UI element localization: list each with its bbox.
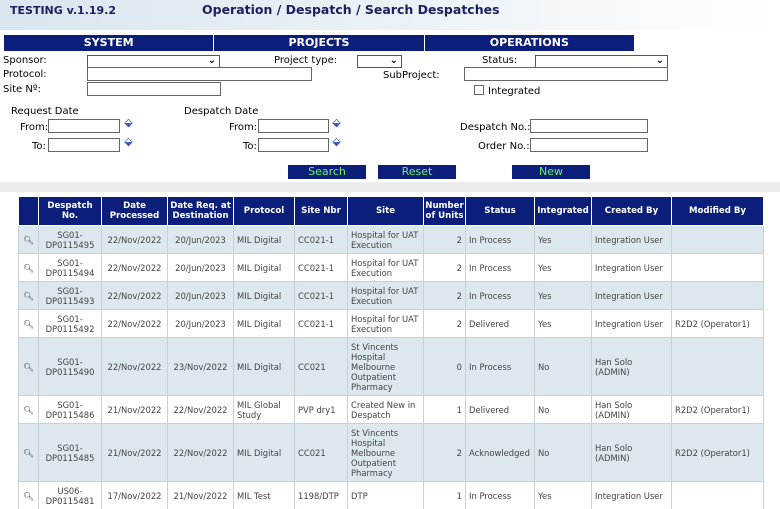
calendar-icon[interactable]: ⬙ (332, 135, 341, 148)
cell-units: 2 (424, 226, 466, 254)
site-no-label: Site Nº: (3, 84, 41, 95)
cell-integrated: No (535, 338, 592, 396)
despatch-to-label: To: (243, 141, 257, 152)
cell-units: 0 (424, 338, 466, 396)
cell-units: 2 (424, 282, 466, 310)
cell-despatch-no: SG01-DP0115493 (39, 282, 102, 310)
cell-protocol: MIL Digital (234, 254, 295, 282)
cell-site: Hospital for UAT Execution (348, 310, 424, 338)
magnifier-icon[interactable]: 🔍︎ (19, 310, 39, 338)
cell-status: In Process (466, 226, 535, 254)
cell-site-nbr: CC021-1 (295, 310, 348, 338)
cell-created-by: Integration User (592, 310, 672, 338)
chevron-down-icon: ⌄ (655, 55, 664, 66)
integrated-label: Integrated (488, 86, 541, 97)
cell-site-nbr: CC021-1 (295, 282, 348, 310)
chevron-down-icon: ⌄ (207, 55, 216, 66)
cell-date-processed: 21/Nov/2022 (102, 396, 168, 424)
cell-date-req: 20/Jun/2023 (168, 282, 234, 310)
integrated-checkbox[interactable] (474, 85, 484, 95)
cell-units: 2 (424, 254, 466, 282)
cell-protocol: MIL Digital (234, 282, 295, 310)
cell-status: Delivered (466, 310, 535, 338)
despatch-no-label: Despatch No.: (460, 122, 531, 133)
table-row[interactable] (19, 310, 764, 338)
cell-site-nbr: CC021 (295, 424, 348, 482)
col-header-date-processed[interactable]: Date Processed (102, 197, 168, 226)
cell-date-processed: 22/Nov/2022 (102, 338, 168, 396)
cell-units: 1 (424, 482, 466, 509)
magnifier-icon[interactable]: 🔍︎ (19, 226, 39, 254)
cell-site-nbr: CC021 (295, 338, 348, 396)
protocol-field[interactable] (87, 67, 312, 81)
request-to-field[interactable] (48, 138, 120, 152)
table-header-row (19, 197, 764, 226)
cell-status: Acknowledged (466, 424, 535, 482)
cell-units: 1 (424, 396, 466, 424)
cell-date-processed: 17/Nov/2022 (102, 482, 168, 509)
despatch-from-label: From: (229, 122, 258, 133)
cell-site: Created New in Despatch (348, 396, 424, 424)
col-header-protocol[interactable]: Protocol (234, 197, 295, 226)
despatch-no-field[interactable] (530, 119, 648, 133)
chevron-down-icon: ⌄ (389, 55, 398, 66)
nav-system[interactable]: SYSTEM (4, 35, 214, 51)
divider-band (0, 182, 780, 192)
cell-site-nbr: PVP dry1 (295, 396, 348, 424)
cell-despatch-no: SG01-DP0115485 (39, 424, 102, 482)
top-header-bar (0, 0, 780, 30)
table-row[interactable] (19, 424, 764, 482)
table-row[interactable] (19, 254, 764, 282)
cell-date-req: 23/Nov/2022 (168, 338, 234, 396)
cell-status: In Process (466, 282, 535, 310)
cell-protocol: MIL Digital (234, 338, 295, 396)
cell-modified-by: R2D2 (Operator1) (672, 396, 764, 424)
cell-despatch-no: US06-DP0115481 (39, 482, 102, 509)
new-button[interactable]: New (512, 165, 590, 179)
cell-status: In Process (466, 482, 535, 509)
cell-integrated: Yes (535, 310, 592, 338)
despatch-table (18, 196, 764, 509)
page-title: Operation / Despatch / Search Despatches (202, 2, 500, 17)
reset-button[interactable]: Reset (378, 165, 456, 179)
despatch-date-label: Despatch Date (184, 106, 259, 117)
cell-date-processed: 22/Nov/2022 (102, 254, 168, 282)
sponsor-label: Sponsor: (3, 55, 47, 66)
col-header-view (19, 197, 39, 226)
cell-status: Delivered (466, 396, 535, 424)
col-header-status[interactable]: Status (466, 197, 535, 226)
cell-created-by: Integration User (592, 482, 672, 509)
cell-date-req: 21/Nov/2022 (168, 482, 234, 509)
request-date-label: Request Date (11, 106, 79, 117)
cell-date-processed: 22/Nov/2022 (102, 282, 168, 310)
project-type-label: Project type: (274, 55, 338, 66)
cell-site: DTP (348, 482, 424, 509)
cell-site-nbr: CC021-1 (295, 226, 348, 254)
cell-date-req: 20/Jun/2023 (168, 310, 234, 338)
table-row[interactable] (19, 482, 764, 509)
cell-date-processed: 22/Nov/2022 (102, 310, 168, 338)
cell-site-nbr: 1198/DTP (295, 482, 348, 509)
table-row[interactable] (19, 338, 764, 396)
order-no-label: Order No.: (478, 141, 530, 152)
col-header-date-req[interactable]: Date Req. at Destination (168, 197, 234, 226)
site-no-field[interactable] (87, 82, 221, 96)
col-header-integrated[interactable]: Integrated (535, 197, 592, 226)
cell-modified-by: R2D2 (Operator1) (672, 424, 764, 482)
subproject-label: SubProject: (383, 70, 440, 81)
calendar-icon[interactable]: ⬙ (124, 116, 133, 129)
magnifier-icon[interactable]: 🔍︎ (19, 424, 39, 482)
cell-modified-by (672, 226, 764, 254)
cell-created-by: Han Solo (ADMIN) (592, 396, 672, 424)
cell-integrated: Yes (535, 482, 592, 509)
cell-date-req: 20/Jun/2023 (168, 254, 234, 282)
status-label: Status: (482, 55, 518, 66)
request-to-label: To: (32, 141, 46, 152)
col-header-units[interactable]: Number of Units (424, 197, 466, 226)
col-header-modified-by[interactable]: Modified By (672, 197, 764, 226)
cell-integrated: No (535, 396, 592, 424)
table-row[interactable] (19, 396, 764, 424)
cell-date-req: 20/Jun/2023 (168, 226, 234, 254)
nav-projects[interactable]: PROJECTS (214, 35, 424, 51)
main-nav (4, 35, 634, 51)
order-no-field[interactable] (530, 138, 648, 152)
cell-site: St Vincents Hospital Melbourne Outpatient Pharmacy (348, 424, 424, 482)
cell-created-by: Integration User (592, 282, 672, 310)
search-button[interactable]: Search (288, 165, 366, 179)
col-header-site[interactable]: Site (348, 197, 424, 226)
cell-integrated: Yes (535, 282, 592, 310)
app-version: TESTING v.1.19.2 (10, 4, 117, 17)
project-type-select[interactable] (357, 55, 402, 68)
cell-protocol: MIL Digital (234, 424, 295, 482)
request-from-label: From: (20, 122, 49, 133)
cell-modified-by: R2D2 (Operator1) (672, 310, 764, 338)
cell-site: Hospital for UAT Execution (348, 282, 424, 310)
cell-date-req: 22/Nov/2022 (168, 396, 234, 424)
cell-modified-by (672, 282, 764, 310)
despatch-to-field[interactable] (258, 138, 329, 152)
cell-integrated: Yes (535, 254, 592, 282)
calendar-icon[interactable]: ⬙ (124, 135, 133, 148)
cell-created-by: Han Solo (ADMIN) (592, 424, 672, 482)
cell-site: Hospital for UAT Execution (348, 226, 424, 254)
protocol-label: Protocol: (3, 69, 47, 80)
table-row[interactable] (19, 282, 764, 310)
subproject-field[interactable] (464, 67, 668, 81)
despatch-from-field[interactable] (258, 119, 329, 133)
cell-date-processed: 21/Nov/2022 (102, 424, 168, 482)
cell-protocol: MIL Digital (234, 226, 295, 254)
magnifier-icon[interactable]: 🔍︎ (19, 396, 39, 424)
cell-created-by: Integration User (592, 254, 672, 282)
cell-despatch-no: SG01-DP0115486 (39, 396, 102, 424)
cell-despatch-no: SG01-DP0115490 (39, 338, 102, 396)
col-header-site-nbr[interactable]: Site Nbr (295, 197, 348, 226)
request-from-field[interactable] (48, 119, 120, 133)
cell-despatch-no: SG01-DP0115492 (39, 310, 102, 338)
cell-protocol: MIL Test (234, 482, 295, 509)
cell-units: 2 (424, 424, 466, 482)
cell-created-by: Han Solo (ADMIN) (592, 338, 672, 396)
calendar-icon[interactable]: ⬙ (332, 116, 341, 129)
cell-created-by: Integration User (592, 226, 672, 254)
cell-protocol: MIL Global Study (234, 396, 295, 424)
magnifier-icon[interactable]: 🔍︎ (19, 254, 39, 282)
magnifier-icon[interactable]: 🔍︎ (19, 282, 39, 310)
cell-protocol: MIL Digital (234, 310, 295, 338)
cell-despatch-no: SG01-DP0115495 (39, 226, 102, 254)
col-header-despatch-no[interactable]: Despatch No. (39, 197, 102, 226)
cell-modified-by (672, 338, 764, 396)
nav-operations[interactable]: OPERATIONS (489, 36, 569, 49)
cell-site: St Vincents Hospital Melbourne Outpatient Pharmacy (348, 338, 424, 396)
magnifier-icon[interactable]: 🔍︎ (19, 338, 39, 396)
magnifier-icon[interactable]: 🔍︎ (19, 482, 39, 509)
cell-date-processed: 22/Nov/2022 (102, 226, 168, 254)
cell-despatch-no: SG01-DP0115494 (39, 254, 102, 282)
cell-modified-by (672, 482, 764, 509)
cell-status: In Process (466, 254, 535, 282)
cell-modified-by (672, 254, 764, 282)
cell-site-nbr: CC021-1 (295, 254, 348, 282)
cell-integrated: Yes (535, 226, 592, 254)
cell-integrated: No (535, 424, 592, 482)
col-header-created-by[interactable]: Created By (592, 197, 672, 226)
cell-site: Hospital for UAT Execution (348, 254, 424, 282)
cell-units: 2 (424, 310, 466, 338)
table-row[interactable] (19, 226, 764, 254)
cell-date-req: 22/Nov/2022 (168, 424, 234, 482)
cell-status: In Process (466, 338, 535, 396)
